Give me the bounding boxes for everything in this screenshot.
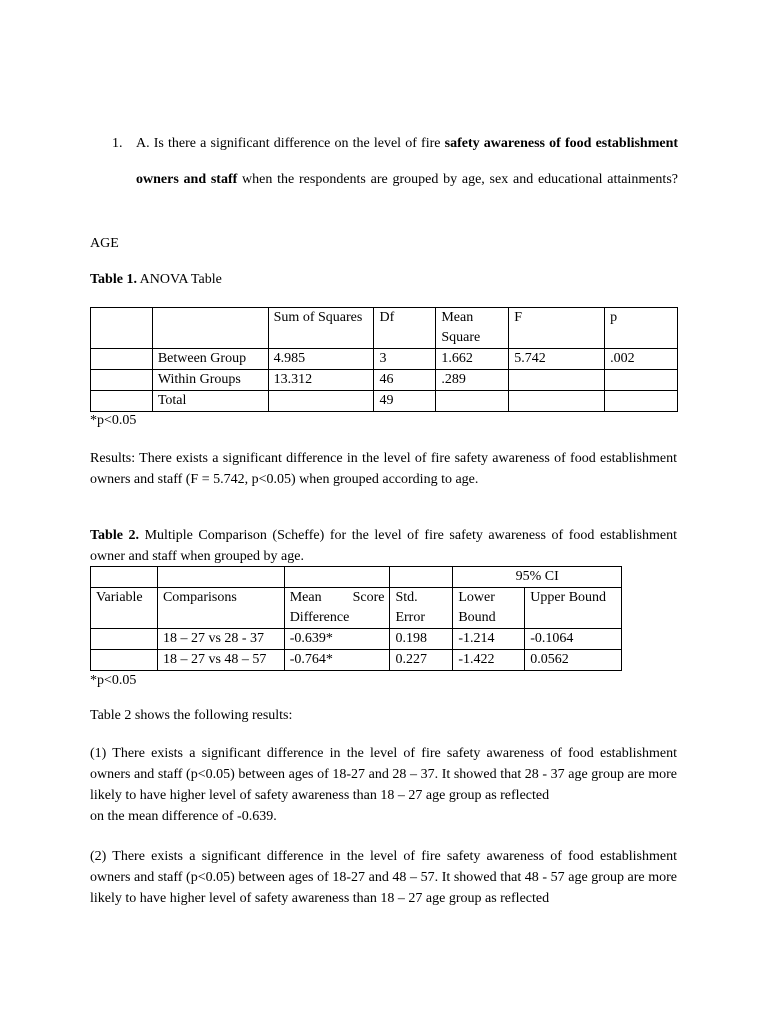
scheffe-table xyxy=(90,566,622,671)
table-cell xyxy=(436,391,509,412)
table2-footnote: *p<0.05 xyxy=(90,673,137,688)
anova-table xyxy=(90,307,678,412)
table-cell xyxy=(509,370,605,391)
table-header-row xyxy=(91,588,622,629)
table2-caption: Table 2. Multiple Comparison (Scheffe) for the level of fire safety awareness of food establishment owner and staff when grouped by age. xyxy=(90,528,677,564)
table-header-cell: Lower Bound xyxy=(453,588,525,629)
table-cell: 13.312 xyxy=(268,370,374,391)
table-cell xyxy=(268,391,374,412)
table-cell xyxy=(91,629,158,650)
table-header-cell: Variable xyxy=(91,588,158,629)
table-cell xyxy=(91,349,153,370)
table-cell: -0.1064 xyxy=(525,629,622,650)
table-cell xyxy=(91,391,153,412)
table1-caption: Table 1. ANOVA Table xyxy=(90,272,222,287)
table-header-row xyxy=(91,567,622,588)
table-cell: -1.214 xyxy=(453,629,525,650)
table-cell: -0.639* xyxy=(284,629,390,650)
table-header-cell: Df xyxy=(374,308,436,349)
table-cell: 18 – 27 vs 48 – 57 xyxy=(157,650,284,671)
table-row xyxy=(91,650,622,671)
table-cell: 1.662 xyxy=(436,349,509,370)
table-cell: 49 xyxy=(374,391,436,412)
table-row xyxy=(91,391,678,412)
table-row xyxy=(91,629,622,650)
table-cell: Total xyxy=(152,391,268,412)
table-cell xyxy=(91,650,158,671)
table-header-cell xyxy=(390,567,453,588)
table-header-cell: Upper Bound xyxy=(525,588,622,629)
question-text: A. Is there a significant difference on the level of fire safety awareness of food establishment owners and staff when the respondents are grouped by age, sex and educational attainments? xyxy=(136,136,679,187)
table-cell: 5.742 xyxy=(509,349,605,370)
table-cell: 0.198 xyxy=(390,629,453,650)
table-cell xyxy=(509,391,605,412)
table-cell xyxy=(605,391,678,412)
table-cell: 18 – 27 vs 28 - 37 xyxy=(157,629,284,650)
table-cell: 0.227 xyxy=(390,650,453,671)
table-header-cell: Mean Square xyxy=(436,308,509,349)
table-header-cell xyxy=(284,567,390,588)
table-header-cell xyxy=(91,567,158,588)
table-cell xyxy=(605,370,678,391)
results-intro: Table 2 shows the following results: xyxy=(90,708,293,723)
result-item-2: (2) There exists a significant difference in the level of fire safety awareness of food establishment owners and staff (p<0.05) between ages of 18-27 and 48 – 57. It showed that 48 - 57 age group are more likely to have higher level of safety awareness than 18 – 27 age group as reflected xyxy=(90,849,677,906)
table-header-row xyxy=(91,308,678,349)
table-cell: -0.764* xyxy=(284,650,390,671)
table-row xyxy=(91,349,678,370)
result-item-1-tail: on the mean difference of -0.639. xyxy=(90,809,277,824)
table-cell: .002 xyxy=(605,349,678,370)
ci-header-cell: 95% CI xyxy=(453,567,622,588)
table-cell: Within Groups xyxy=(152,370,268,391)
table-cell xyxy=(91,370,153,391)
table-cell: -1.422 xyxy=(453,650,525,671)
table-cell: 4.985 xyxy=(268,349,374,370)
result-item-1: (1) There exists a significant difference in the level of fire safety awareness of food establishment owners and staff (p<0.05) between ages of 18-27 and 28 – 37. It showed that 28 - 37 age group are more likely to have higher level of safety awareness than 18 – 27 age group as reflected on the mean difference of -0.639. xyxy=(90,743,677,827)
table-cell: 3 xyxy=(374,349,436,370)
table-cell: 46 xyxy=(374,370,436,391)
table-header-cell: p xyxy=(605,308,678,349)
table-header-cell: Std. Error xyxy=(390,588,453,629)
section-label: AGE xyxy=(90,236,119,251)
table-cell: 0.0562 xyxy=(525,650,622,671)
research-question xyxy=(112,126,678,234)
table-header-cell: Mean Score Difference xyxy=(284,588,390,629)
results-paragraph: Results: There exists a significant difference in the level of fire safety awareness of food establishment owners and staff (F = 5.742, p<0.05) when grouped according to age. xyxy=(90,451,677,487)
table-header-cell xyxy=(157,567,284,588)
question-number: 1. xyxy=(112,136,123,151)
table-cell: Between Group xyxy=(152,349,268,370)
table-header-cell: F xyxy=(509,308,605,349)
table-header-cell: Comparisons xyxy=(157,588,284,629)
table-cell: .289 xyxy=(436,370,509,391)
table1-footnote: *p<0.05 xyxy=(90,413,137,428)
table-header-cell xyxy=(152,308,268,349)
table-header-cell: Sum of Squares xyxy=(268,308,374,349)
table-row xyxy=(91,370,678,391)
table-header-cell xyxy=(91,308,153,349)
